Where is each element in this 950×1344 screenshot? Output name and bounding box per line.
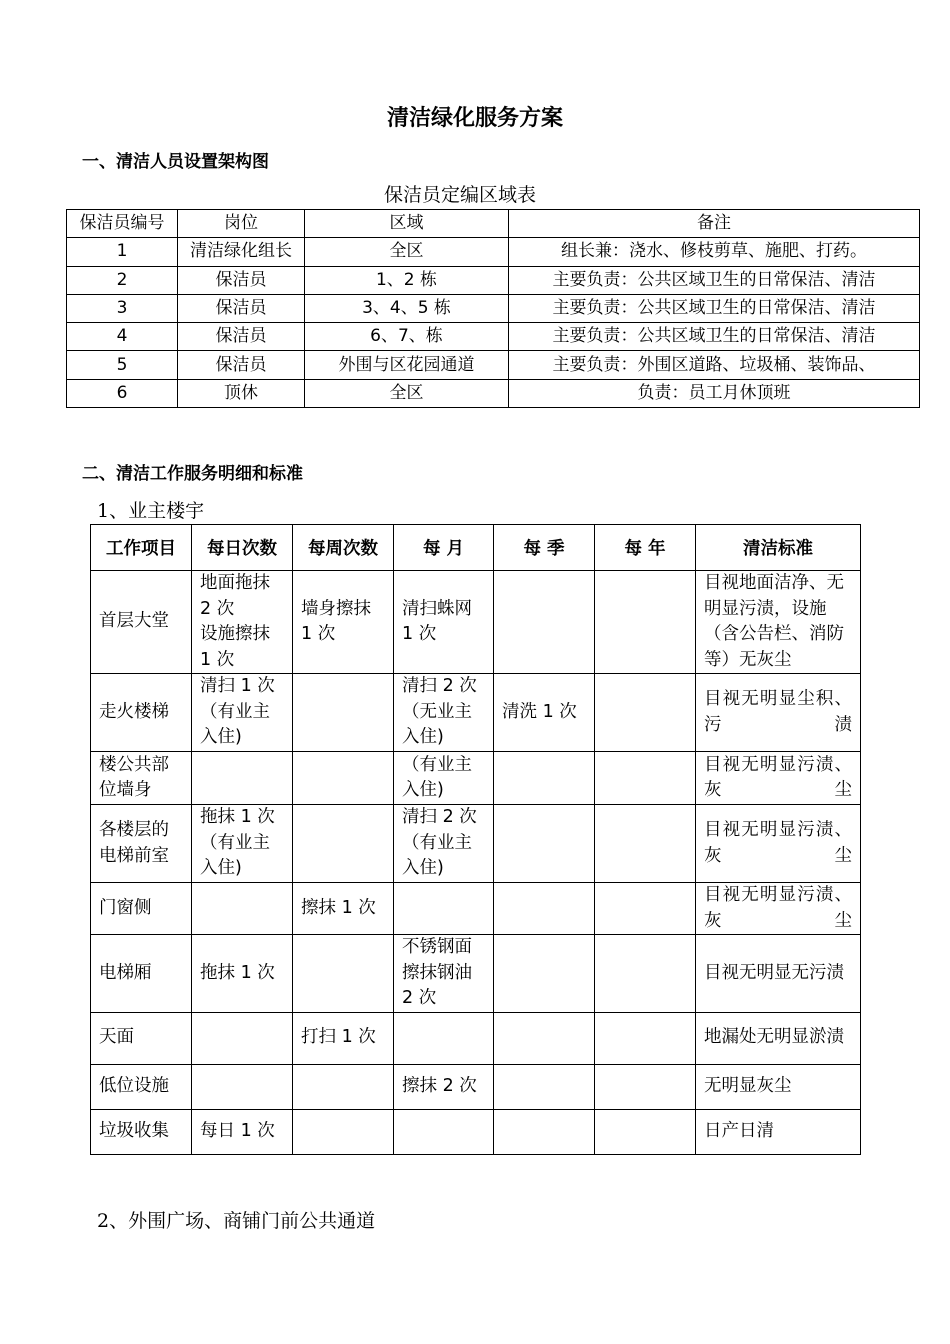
table-cell: 清洗 1 次 xyxy=(494,674,595,752)
table-cell: 全区 xyxy=(305,238,509,266)
table-cell xyxy=(595,752,696,805)
table-cell: 5 xyxy=(67,351,178,379)
table-cell: 目视无明显污渍、灰尘 xyxy=(696,805,861,883)
table-row xyxy=(67,266,920,294)
table-row xyxy=(91,571,861,674)
table-cell xyxy=(293,752,394,805)
table-cell: 负责：员工月休顶班 xyxy=(509,379,920,407)
table-cell xyxy=(595,571,696,674)
sub1-heading: 1、业主楼宇 xyxy=(97,500,205,522)
table-cell: 地面拖抹 2 次 设施擦抹 1 次 xyxy=(192,571,293,674)
table-cell xyxy=(192,1064,293,1109)
table-cell: 地漏处无明显淤渍 xyxy=(696,1012,861,1064)
header-cell: 岗位 xyxy=(178,210,305,238)
table-cell: 2 xyxy=(67,266,178,294)
table-cell: 擦抹 1 次 xyxy=(293,883,394,935)
table-cell: 保洁员 xyxy=(178,266,305,294)
table-cell xyxy=(595,935,696,1013)
table-row xyxy=(67,294,920,322)
header-cell: 每 年 xyxy=(595,525,696,571)
table-cell: 6、7、栋 xyxy=(305,323,509,351)
table-cell: 主要负责：公共区域卫生的日常保洁、清洁 xyxy=(509,294,920,322)
table-cell xyxy=(394,1012,494,1064)
header-cell: 工作项目 xyxy=(91,525,192,571)
section2-heading: 二、清洁工作服务明细和标准 xyxy=(82,464,303,484)
table-cell: 目视无明显尘积、污渍 xyxy=(696,674,861,752)
table-cell xyxy=(595,1012,696,1064)
table-cell: 各楼层的电梯前室 xyxy=(91,805,192,883)
table-cell: 首层大堂 xyxy=(91,571,192,674)
table-row xyxy=(91,674,861,752)
table-cell: 组长兼：浇水、修枝剪草、施肥、打药。 xyxy=(509,238,920,266)
table-cell xyxy=(192,883,293,935)
table-cell: 清扫 2 次（无业主入住) xyxy=(394,674,494,752)
table-cell: 擦抹 2 次 xyxy=(394,1064,494,1109)
table-cell xyxy=(293,805,394,883)
table-cell: 3、4、5 栋 xyxy=(305,294,509,322)
table-row xyxy=(67,351,920,379)
header-cell: 备注 xyxy=(509,210,920,238)
cleaning-standard-table xyxy=(90,524,861,1155)
table-cell xyxy=(595,883,696,935)
table-cell xyxy=(595,805,696,883)
table-cell xyxy=(595,674,696,752)
table-cell: 1 xyxy=(67,238,178,266)
table-cell: 清洁绿化组长 xyxy=(178,238,305,266)
table-cell: 目视无明显无污渍 xyxy=(696,935,861,1013)
table-cell: 清扫蛛网 1 次 xyxy=(394,571,494,674)
table-cell xyxy=(293,674,394,752)
table-cell: 保洁员 xyxy=(178,323,305,351)
table-cell xyxy=(293,1109,394,1154)
table-cell: 清扫 1 次（有业主入住) xyxy=(192,674,293,752)
table-cell: 保洁员 xyxy=(178,294,305,322)
sub2-heading: 2、外围广场、商铺门前公共通道 xyxy=(97,1210,376,1232)
table-cell: 不锈钢面擦抹钢油 2 次 xyxy=(394,935,494,1013)
table-cell: 目视无明显污渍、灰尘 xyxy=(696,752,861,805)
table-cell xyxy=(494,883,595,935)
table-cell: 保洁员 xyxy=(178,351,305,379)
table-cell: 3 xyxy=(67,294,178,322)
table-row xyxy=(67,379,920,407)
table-cell: （有业主入住) xyxy=(394,752,494,805)
table-cell xyxy=(494,571,595,674)
table-cell: 全区 xyxy=(305,379,509,407)
table-cell: 天面 xyxy=(91,1012,192,1064)
table-cell xyxy=(494,752,595,805)
header-cell: 每 月 xyxy=(394,525,494,571)
table-cell: 清扫 2 次（有业主入住) xyxy=(394,805,494,883)
table-cell: 目视无明显污渍、灰尘 xyxy=(696,883,861,935)
table-cell: 走火楼梯 xyxy=(91,674,192,752)
table-cell: 每日 1 次 xyxy=(192,1109,293,1154)
table-row xyxy=(91,935,861,1013)
table-cell: 电梯厢 xyxy=(91,935,192,1013)
table-cell: 目视地面洁净、无明显污渍，设施（含公告栏、消防等）无灰尘 xyxy=(696,571,861,674)
header-cell: 区域 xyxy=(305,210,509,238)
table-cell: 垃圾收集 xyxy=(91,1109,192,1154)
table-cell xyxy=(494,1064,595,1109)
table-cell: 拖抹 1 次（有业主入住) xyxy=(192,805,293,883)
table-header-row xyxy=(91,525,861,571)
header-cell: 每 季 xyxy=(494,525,595,571)
table-cell: 主要负责：外围区道路、垃圾桶、装饰品、 xyxy=(509,351,920,379)
header-cell: 每日次数 xyxy=(192,525,293,571)
table-cell xyxy=(494,1109,595,1154)
table1-caption: 保洁员定编区域表 xyxy=(383,184,536,206)
table-row xyxy=(91,1109,861,1154)
table-cell xyxy=(293,1064,394,1109)
table-cell xyxy=(394,1109,494,1154)
table-cell: 主要负责：公共区域卫生的日常保洁、清洁 xyxy=(509,323,920,351)
table-cell: 拖抹 1 次 xyxy=(192,935,293,1013)
table-cell xyxy=(192,1012,293,1064)
table-row xyxy=(91,752,861,805)
table-row xyxy=(91,805,861,883)
table-cell xyxy=(494,935,595,1013)
table-cell: 日产日清 xyxy=(696,1109,861,1154)
table-cell xyxy=(595,1109,696,1154)
table-row xyxy=(67,323,920,351)
table-cell xyxy=(494,805,595,883)
table-cell: 打扫 1 次 xyxy=(293,1012,394,1064)
table-header-row xyxy=(67,210,920,238)
header-cell: 每周次数 xyxy=(293,525,394,571)
document-title: 清洁绿化服务方案 xyxy=(386,106,563,131)
section1-heading: 一、清洁人员设置架构图 xyxy=(82,152,269,172)
table-cell: 4 xyxy=(67,323,178,351)
header-cell: 清洁标准 xyxy=(696,525,861,571)
header-cell: 保洁员编号 xyxy=(67,210,178,238)
staff-zone-table xyxy=(66,209,920,408)
table-row xyxy=(67,238,920,266)
table-row xyxy=(91,1012,861,1064)
table-cell: 外围与区花园通道 xyxy=(305,351,509,379)
table-cell: 门窗侧 xyxy=(91,883,192,935)
table-row xyxy=(91,1064,861,1109)
table-cell: 楼公共部位墙身 xyxy=(91,752,192,805)
table-cell xyxy=(192,752,293,805)
table-cell: 6 xyxy=(67,379,178,407)
table-cell: 低位设施 xyxy=(91,1064,192,1109)
table-cell: 主要负责：公共区域卫生的日常保洁、清洁 xyxy=(509,266,920,294)
table-cell xyxy=(293,935,394,1013)
table-cell: 无明显灰尘 xyxy=(696,1064,861,1109)
table-cell: 1、2 栋 xyxy=(305,266,509,294)
table-cell: 顶休 xyxy=(178,379,305,407)
table-cell xyxy=(494,1012,595,1064)
table-cell xyxy=(595,1064,696,1109)
table-row xyxy=(91,883,861,935)
table-cell xyxy=(394,883,494,935)
table-cell: 墙身擦抹 1 次 xyxy=(293,571,394,674)
